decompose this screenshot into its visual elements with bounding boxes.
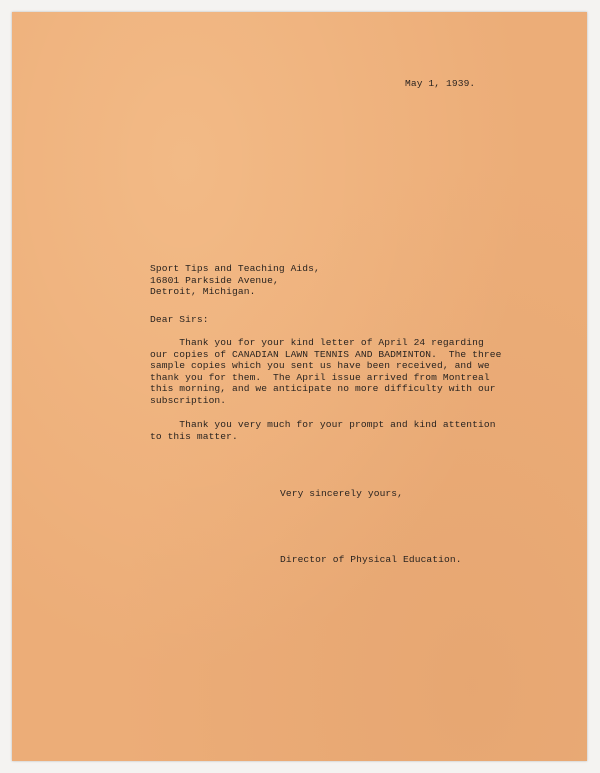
paragraph-line: our copies of CANADIAN LAWN TENNIS AND BADMINTON. The three [150, 348, 502, 360]
paragraph-line: to this matter. [150, 430, 238, 442]
complimentary-closing: Very sincerely yours, [280, 488, 404, 499]
salutation: Dear Sirs: [150, 314, 209, 325]
body-paragraph-2 [150, 419, 496, 442]
body-paragraph-1 [150, 337, 501, 407]
paragraph-line: thank you for them. The April issue arrived from Montreal [150, 371, 490, 383]
letter-page [12, 12, 587, 761]
recipient-line: 16801 Parkside Avenue, [150, 274, 279, 286]
paragraph-line: sample copies which you sent us have been received, and we [150, 360, 490, 372]
recipient-address [150, 263, 320, 298]
recipient-line: Sport Tips and Teaching Aids, [150, 263, 320, 274]
paragraph-line: Thank you very much for your prompt and kind attention [150, 419, 496, 430]
paragraph-line: Thank you for your kind letter of April 24 regarding [150, 337, 484, 348]
paragraph-line: this morning, and we anticipate no more difficulty with our [150, 383, 496, 395]
letter-date: May 1, 1939. [405, 78, 476, 89]
paragraph-line: subscription. [150, 394, 227, 406]
signature-title: Director of Physical Education. [280, 554, 462, 565]
recipient-line: Detroit, Michigan. [150, 286, 256, 298]
